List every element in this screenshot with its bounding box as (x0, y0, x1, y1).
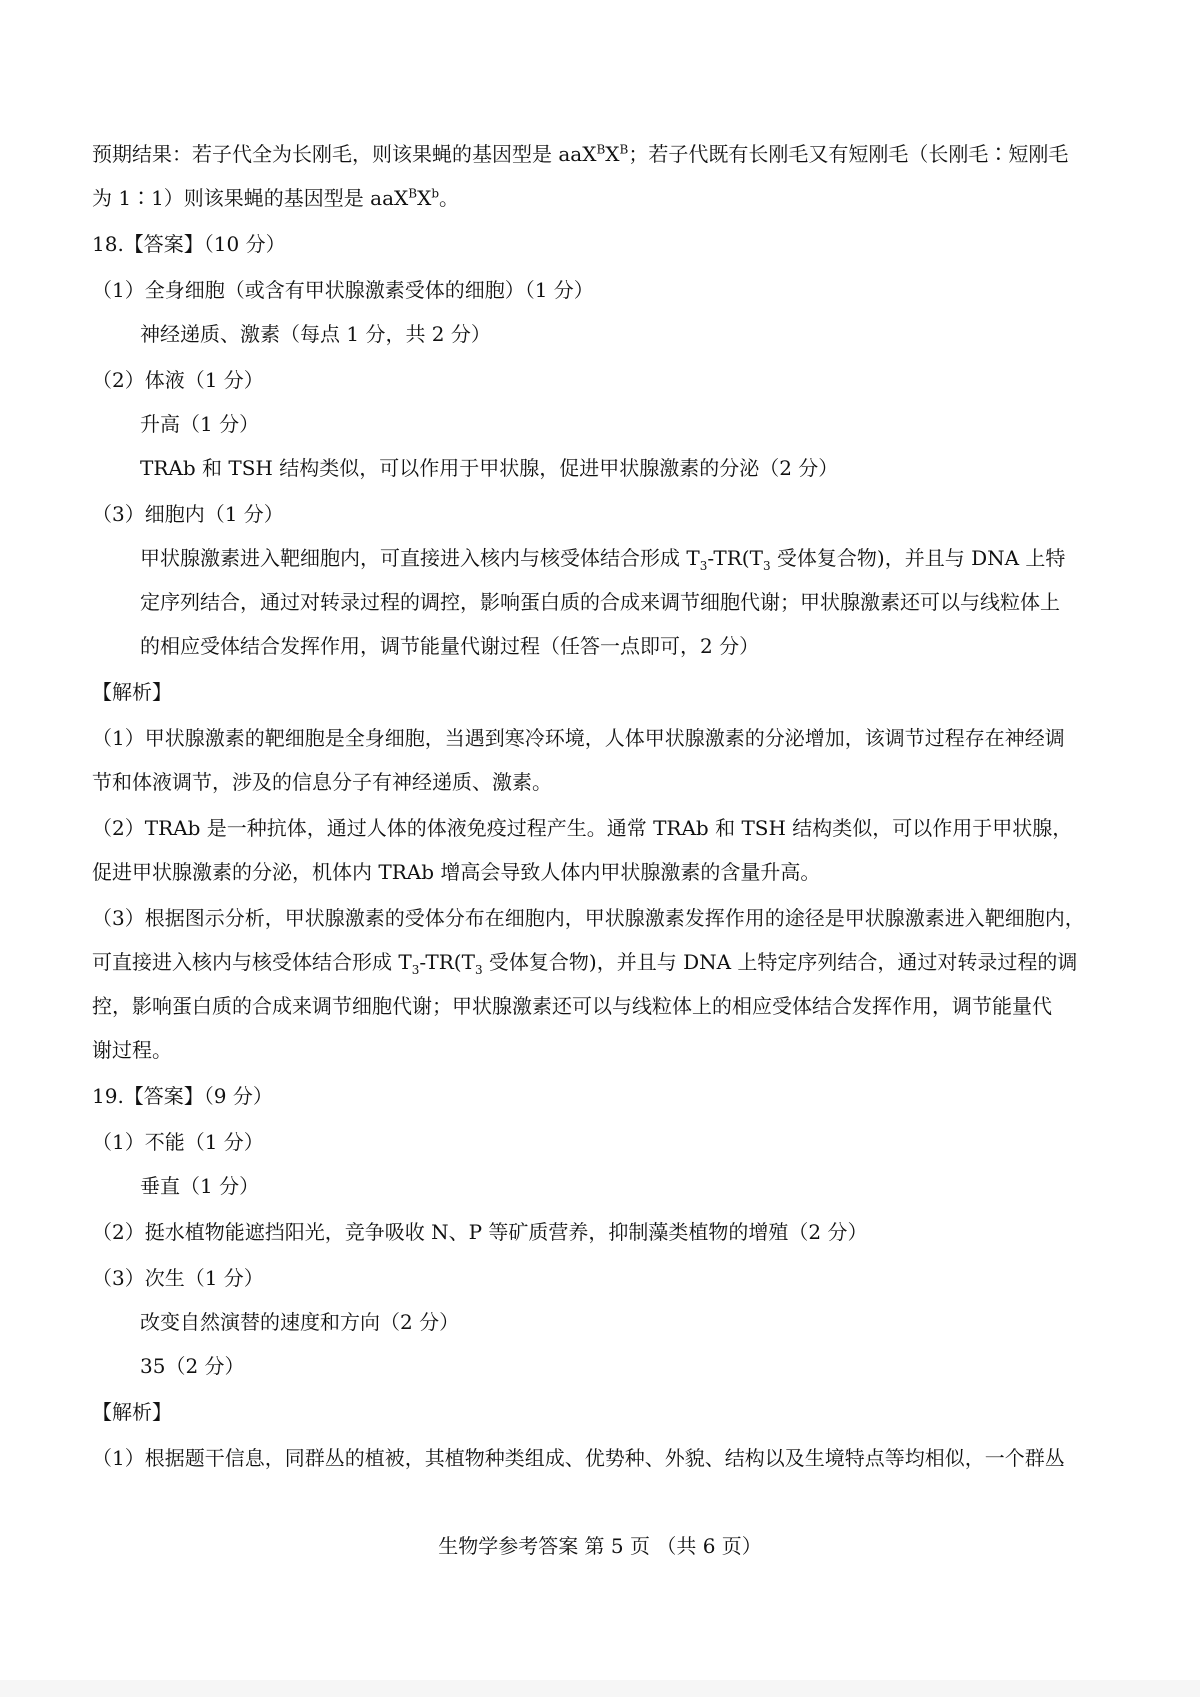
q18-analysis-3b: 可直接进入核内与核受体结合形成 $T_3-TR(T_3$ 受体复合物)，并且与 DNA 上特定序列结合，通过对转录过程的调 (92, 950, 1078, 977)
q19-answer-3c: 35（2 分） (140, 1354, 245, 1378)
q17-expected-result-line-2: 为 1∶1）则该果蝇的基因型是 $aaX^BX^b$。 (92, 186, 460, 210)
q18-analysis-3c: 控，影响蛋白质的合成来调节细胞代谢；甲状腺激素还可以与线粒体上的相应受体结合发挥作用，调节能量代 (92, 994, 1052, 1018)
q19-analysis-label: 【解析】 (92, 1400, 172, 1424)
q18-answer-3b: 甲状腺激素进入靶细胞内，可直接进入核内与核受体结合形成 $T_3-TR(T_3$ 受体复合物)，并且与 DNA 上特 (140, 546, 1066, 573)
q18-analysis-2b: 促进甲状腺激素的分泌，机体内 TRAb 增高会导致人体内甲状腺激素的含量升高。 (92, 860, 821, 884)
q18-analysis-label: 【解析】 (92, 680, 172, 704)
q18-answer-3d: 的相应受体结合发挥作用，调节能量代谢过程（任答一点即可，2 分） (140, 634, 760, 658)
scan-bottom-band (0, 1680, 1200, 1697)
q18-answer-1b: 神经递质、激素（每点 1 分，共 2 分） (140, 322, 491, 346)
q18-answer-2b: 升高（1 分） (140, 412, 260, 436)
q18-analysis-1b: 节和体液调节，涉及的信息分子有神经递质、激素。 (92, 770, 552, 794)
q18-analysis-1a: （1）甲状腺激素的靶细胞是全身细胞，当遇到寒冷环境，人体甲状腺激素的分泌增加，该调节过程存在神经调 (92, 726, 1065, 750)
q19-analysis-1a: （1）根据题干信息，同群丛的植被，其植物种类组成、优势种、外貌、结构以及生境特点等均相似，一个群丛 (92, 1446, 1065, 1470)
q19-answer-1: （1）不能（1 分） (92, 1130, 264, 1154)
q18-analysis-2a: （2）TRAb 是一种抗体，通过人体的体液免疫过程产生。通常 TRAb 和 TSH 结构类似，可以作用于甲状腺， (92, 816, 1073, 840)
q19-answer-2: （2）挺水植物能遮挡阳光，竞争吸收 N、P 等矿质营养，抑制藻类植物的增殖（2 分） (92, 1220, 868, 1244)
q18-analysis-3d: 谢过程。 (92, 1038, 172, 1062)
q19-answer-1b: 垂直（1 分） (140, 1174, 260, 1198)
q19-answer-3b: 改变自然演替的速度和方向（2 分） (140, 1310, 460, 1334)
q18-answer-2: （2）体液（1 分） (92, 368, 264, 392)
page-footer: 生物学参考答案 第 5 页 （共 6 页） (438, 1534, 762, 1558)
q18-answer-3c: 定序列结合，通过对转录过程的调控，影响蛋白质的合成来调节细胞代谢；甲状腺激素还可以与线粒体上 (140, 590, 1060, 614)
q18-analysis-3a: （3）根据图示分析，甲状腺激素的受体分布在细胞内，甲状腺激素发挥作用的途径是甲状腺激素进入靶细胞内， (92, 906, 1085, 930)
q18-answer-1: （1）全身细胞（或含有甲状腺激素受体的细胞）（1 分） (92, 278, 594, 302)
q17-expected-result-line-1: 预期结果：若子代全为长刚毛，则该果蝇的基因型是 $aaX^BX^B$；若子代既有长刚毛又有短刚毛（长刚毛∶短刚毛 (92, 142, 1069, 166)
q18-answer-2c: TRAb 和 TSH 结构类似，可以作用于甲状腺，促进甲状腺激素的分泌（2 分） (140, 456, 839, 480)
q19-answer-header: 19.【答案】（9 分） (92, 1084, 273, 1108)
q18-answer-header: 18.【答案】（10 分） (92, 232, 286, 256)
q18-answer-3: （3）细胞内（1 分） (92, 502, 284, 526)
q19-answer-3: （3）次生（1 分） (92, 1266, 264, 1290)
